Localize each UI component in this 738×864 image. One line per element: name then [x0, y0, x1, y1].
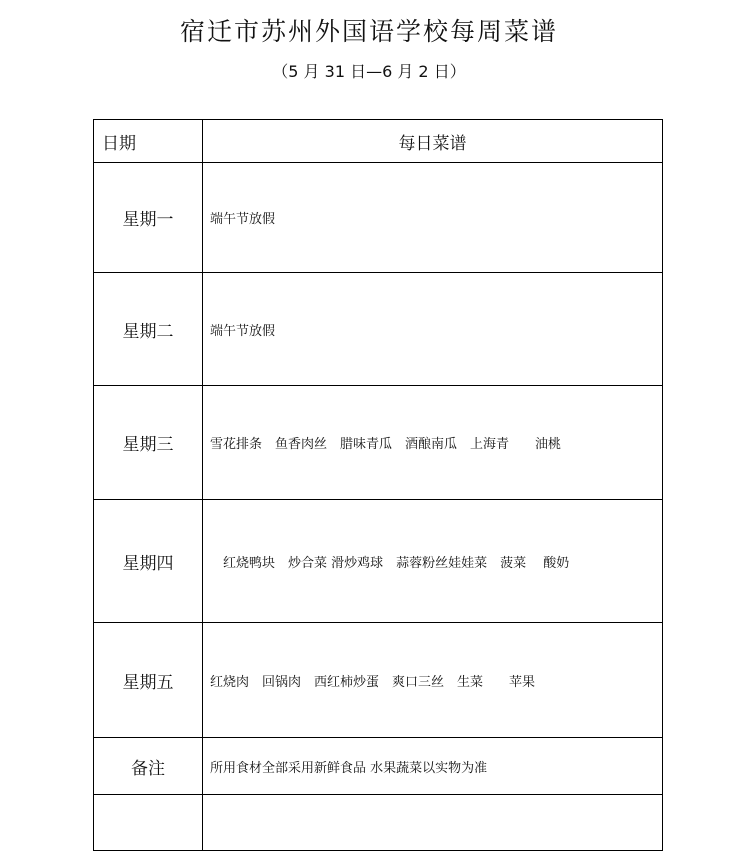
day-label: 星期三 — [94, 386, 203, 500]
day-label: 星期四 — [94, 500, 203, 623]
day-label: 星期二 — [94, 273, 203, 386]
page-title: 宿迁市苏州外国语学校每周菜谱 — [179, 17, 558, 46]
table-row-tuesday — [94, 273, 663, 386]
day-label: 星期五 — [94, 623, 203, 738]
note-text: 所用食材全部采用新鲜食品 水果蔬菜以实物为准 — [203, 738, 663, 795]
weekly-menu-table — [93, 119, 663, 851]
menu-items: 红烧鸭块 炒合菜 滑炒鸡球 蒜蓉粉丝娃娃菜 菠菜 酸奶 — [203, 500, 663, 623]
table-row-note — [94, 738, 663, 795]
table-row-thursday — [94, 500, 663, 623]
menu-items: 端午节放假 — [203, 163, 663, 273]
date-range: （5 月 31 日—6 月 2 日） — [272, 62, 466, 81]
header-daily-menu: 每日菜谱 — [203, 120, 663, 163]
table-row-empty — [94, 795, 663, 851]
menu-items: 雪花排条 鱼香肉丝 腊味青瓜 酒酿南瓜 上海青 油桃 — [203, 386, 663, 500]
menu-items: 红烧肉 回锅肉 西红柿炒蛋 爽口三丝 生菜 苹果 — [203, 623, 663, 738]
table-row-monday — [94, 163, 663, 273]
note-label: 备注 — [94, 738, 203, 795]
empty-cell — [94, 795, 203, 851]
empty-cell — [203, 795, 663, 851]
header-date: 日期 — [94, 120, 203, 163]
menu-items: 端午节放假 — [203, 273, 663, 386]
table-row-friday — [94, 623, 663, 738]
day-label: 星期一 — [94, 163, 203, 273]
table-row-wednesday — [94, 386, 663, 500]
table-header-row — [94, 120, 663, 163]
